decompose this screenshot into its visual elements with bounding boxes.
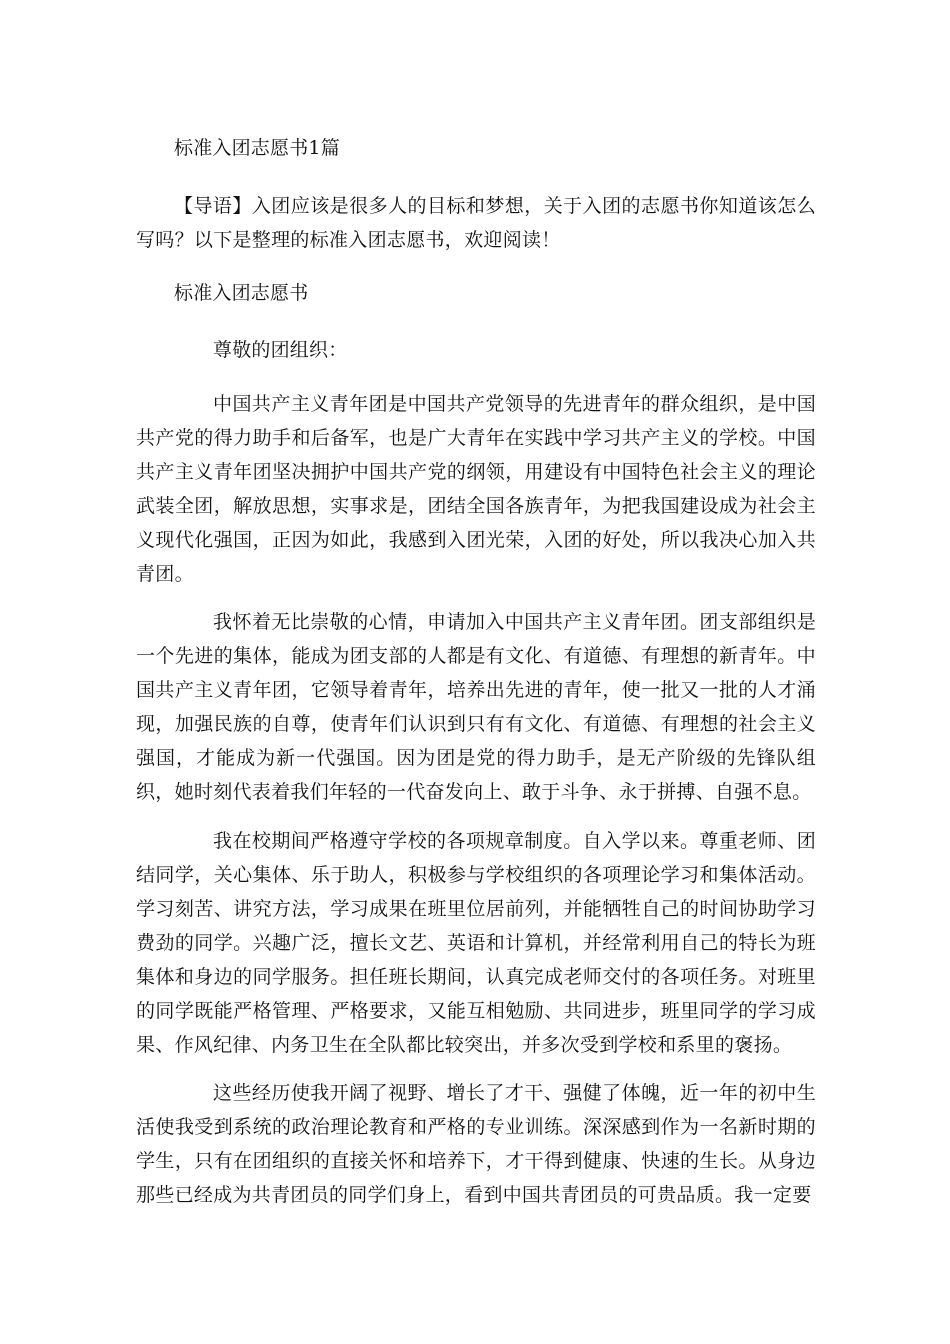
document-subtitle: 标准入团志愿书: [174, 282, 309, 304]
body-paragraph-4: 这些经历使我开阔了视野、增长了才干、强健了体魄，近一年的初中生活使我受到系统的政治理论教育和严格的专业训练。深深感到作为一名新时期的学生，只有在团组织的直接关怀和培养下，才干得到健康、快速的生长。从身边那些已经成为共青团员的同学们身上，看到中国共青团员的可贵品质。我一定要: [136, 1082, 816, 1206]
body-paragraph-3: 我在校期间严格遵守学校的各项规章制度。自入学以来。尊重老师、团结同学，关心集体、乐于助人，积极参与学校组织的各项理论学习和集体活动。学习刻苦、讲究方法，学习成果在班里位居前列，并能牺牲自己的时间协助学习费劲的同学。兴趣广泛，擅长文艺、英语和计算机，并经常利用自己的特长为班集体和身边的同学服务。担任班长期间，认真完成老师交付的各项任务。对班里的同学既能严格管理、严格要求，又能互相勉励、共同进步，班里同学的学习成果、作风纪律、内务卫生在全队都比较突出，并多次受到学校和系里的褒扬。: [136, 830, 816, 1056]
salutation: 尊敬的团组织：: [213, 339, 348, 361]
document-title: 标准入团志愿书1篇: [174, 137, 340, 159]
body-paragraph-2: 我怀着无比崇敬的心情，申请加入中国共产主义青年团。团支部组织是一个先进的集体，能成为团支部的人都是有文化、有道德、有理想的新青年。中国共产主义青年团，它领导着青年，培养出先进的青年，使一批又一批的人才涌现，加强民族的自尊，使青年们认识到只有有文化、有道德、有理想的社会主义强国，才能成为新一代强国。因为团是党的得力助手，是无产阶级的先锋队组织，她时刻代表着我们年轻的一代奋发向上、敢于斗争、永于拼搏、自强不息。: [136, 611, 816, 803]
body-paragraph-1: 中国共产主义青年团是中国共产党领导的先进青年的群众组织，是中国共产党的得力助手和后备军，也是广大青年在实践中学习共产主义的学校。中国共产主义青年团坚决拥护中国共产党的纲领，用建设有中国特色社会主义的理论武装全团，解放思想，实事求是，团结全国各族青年，为把我国建设成为社会主义现代化强国，正因为如此，我感到入团光荣，入团的好处，所以我决心加入共青团。: [136, 393, 816, 585]
lead-paragraph: 【导语】入团应该是很多人的目标和梦想，关于入团的志愿书你知道该怎么写吗？以下是整理的标准入团志愿书，欢迎阅读！: [136, 195, 816, 251]
